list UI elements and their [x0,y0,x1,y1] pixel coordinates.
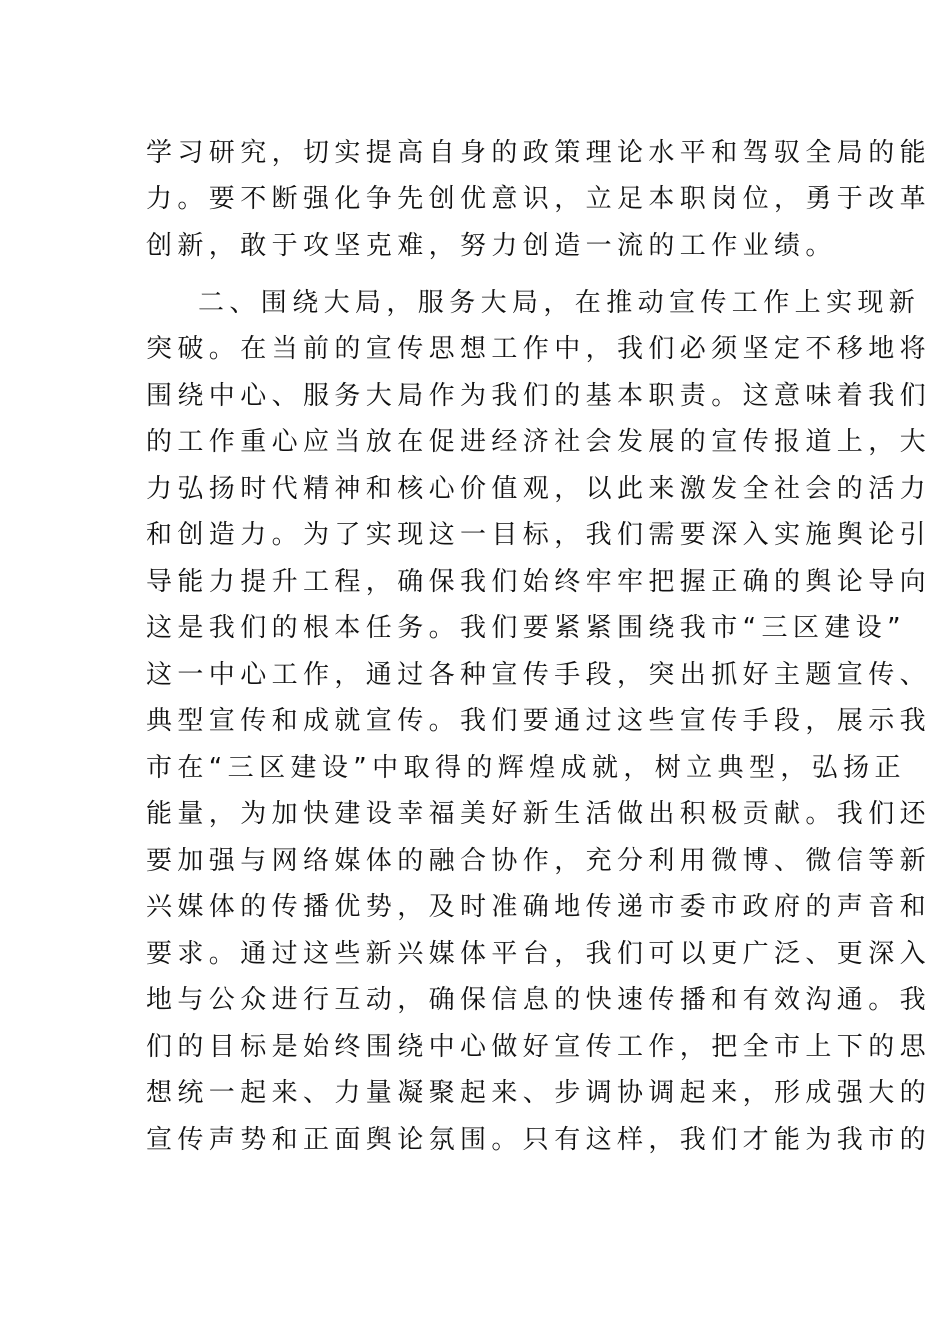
text-line-17: 兴媒体的传播优势，及时准确地传递市委市政府的声音和 [146,892,932,922]
text-line-15: 能量，为加快建设幸福美好新生活做出积极贡献。我们还 [146,799,932,829]
text-line-11: 这是我们的根本任务。我们要紧紧围绕我市“三区建设” [146,613,906,643]
text-line-9: 和创造力。为了实现这一目标，我们需要深入实施舆论引 [146,520,932,550]
text-line-3: 创新，敢于攻坚克难，努力创造一流的工作业绩。 [146,231,837,261]
text-line-21: 想统一起来、力量凝聚起来、步调协调起来，形成强大的 [146,1078,932,1108]
paragraph-heading-line: 二、围绕大局，服务大局，在推动宣传工作上实现新 [198,288,921,318]
text-line-20: 们的目标是始终围绕中心做好宣传工作，把全市上下的思 [146,1032,932,1062]
text-line-22: 宣传声势和正面舆论氛围。只有这样，我们才能为我市的 [146,1125,932,1155]
text-line-10: 导能力提升工程，确保我们始终牢牢把握正确的舆论导向 [146,567,932,597]
text-line-18: 要求。通过这些新兴媒体平台，我们可以更广泛、更深入 [146,939,932,969]
text-line-6: 围绕中心、服务大局作为我们的基本职责。这意味着我们 [146,381,932,411]
text-line-16: 要加强与网络媒体的融合协作，充分利用微博、微信等新 [146,846,932,876]
text-line-7: 的工作重心应当放在促进经济社会发展的宣传报道上，大 [146,427,932,457]
text-line-12: 这一中心工作，通过各种宣传手段，突出抓好主题宣传、 [146,660,932,690]
text-line-2: 力。要不断强化争先创优意识，立足本职岗位，勇于改革 [146,184,932,214]
text-line-1: 学习研究，切实提高自身的政策理论水平和驾驭全局的能 [146,138,932,168]
text-line-5: 突破。在当前的宣传思想工作中，我们必须坚定不移地将 [146,334,932,364]
text-line-13: 典型宣传和成就宣传。我们要通过这些宣传手段，展示我 [146,706,932,736]
text-line-19: 地与公众进行互动，确保信息的快速传播和有效沟通。我 [146,985,932,1015]
text-line-8: 力弘扬时代精神和核心价值观，以此来激发全社会的活力 [146,474,932,504]
text-line-14: 市在“三区建设”中取得的辉煌成就，树立典型，弘扬正 [146,753,906,783]
